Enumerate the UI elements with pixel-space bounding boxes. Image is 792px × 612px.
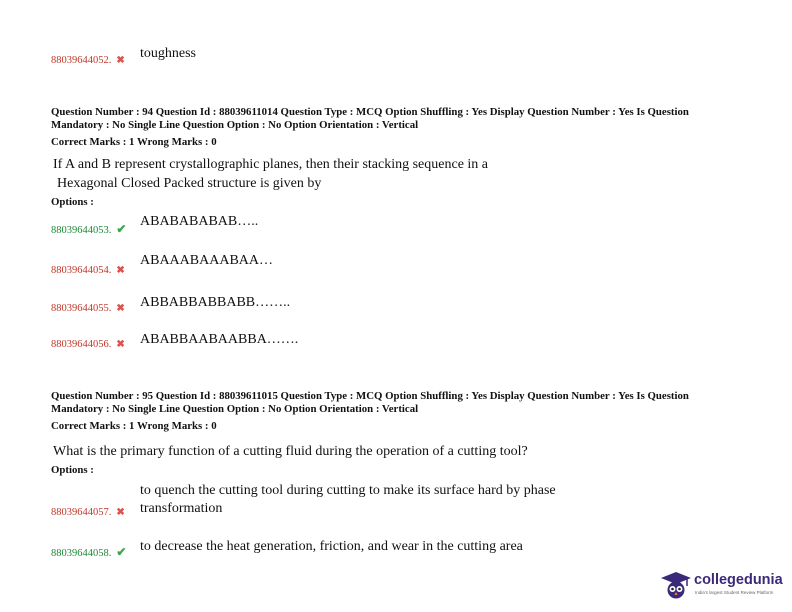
- collegedunia-logo: [660, 568, 785, 602]
- option-text: ABABABABAB…..: [140, 214, 259, 229]
- wrong-cross-icon: ✖: [116, 55, 125, 66]
- question-text-line: Hexagonal Closed Packed structure is given by: [57, 176, 322, 191]
- correct-check-icon: ✔: [116, 545, 127, 559]
- question-meta: Question Number : 94 Question Id : 88039611014 Question Type : MCQ Option Shuffling : Yes Display Question Number : Yes Is Question Mandatory : No Single Line Question Option : No Option Orientation : Vertical: [51, 106, 689, 131]
- logo-tagline: India's largest Student Review Platform: [695, 590, 774, 595]
- options-label: Options :: [51, 196, 94, 208]
- question-text: What is the primary function of a cutting fluid during the operation of a cutting tool?: [53, 444, 528, 459]
- option-text: to decrease the heat generation, friction, and wear in the cutting area: [140, 539, 523, 554]
- wrong-cross-icon: ✖: [116, 507, 125, 518]
- option-text: ABBABBABBABB……..: [140, 295, 291, 310]
- question-marks: Correct Marks : 1 Wrong Marks : 0: [51, 420, 217, 432]
- option-id: 88039644055. ✖: [51, 303, 128, 314]
- option-id: 88039644052. ✖: [51, 55, 128, 66]
- option-text-line: to quench the cutting tool during cutting to make its surface hard by phase: [140, 483, 556, 498]
- option-id: 88039644054. ✖: [51, 265, 128, 276]
- option-id: 88039644053. ✔: [51, 222, 127, 236]
- question-text-line: If A and B represent crystallographic planes, then their stacking sequence in a: [53, 157, 489, 172]
- logo-wordmark: collegedunia: [694, 572, 783, 588]
- option-text: ABAAABAAABAA…: [140, 253, 274, 268]
- question-marks: Correct Marks : 1 Wrong Marks : 0: [51, 136, 217, 148]
- option-id: 88039644058. ✔: [51, 545, 127, 559]
- option-text: ABABBAABAABBA…….: [140, 332, 299, 347]
- option-text-line: transformation: [140, 501, 223, 516]
- wrong-cross-icon: ✖: [116, 339, 125, 350]
- graduation-cap-owl-icon: [660, 569, 692, 601]
- wrong-cross-icon: ✖: [116, 303, 125, 314]
- correct-check-icon: ✔: [116, 222, 127, 236]
- option-id: 88039644057. ✖: [51, 507, 128, 518]
- option-id: 88039644056. ✖: [51, 339, 128, 350]
- options-label: Options :: [51, 464, 94, 476]
- option-text: toughness: [140, 46, 196, 61]
- question-meta: Question Number : 95 Question Id : 88039611015 Question Type : MCQ Option Shuffling : Yes Display Question Number : Yes Is Question Mandatory : No Single Line Question Option : No Option Orientation : Vertical: [51, 390, 689, 415]
- wrong-cross-icon: ✖: [116, 265, 125, 276]
